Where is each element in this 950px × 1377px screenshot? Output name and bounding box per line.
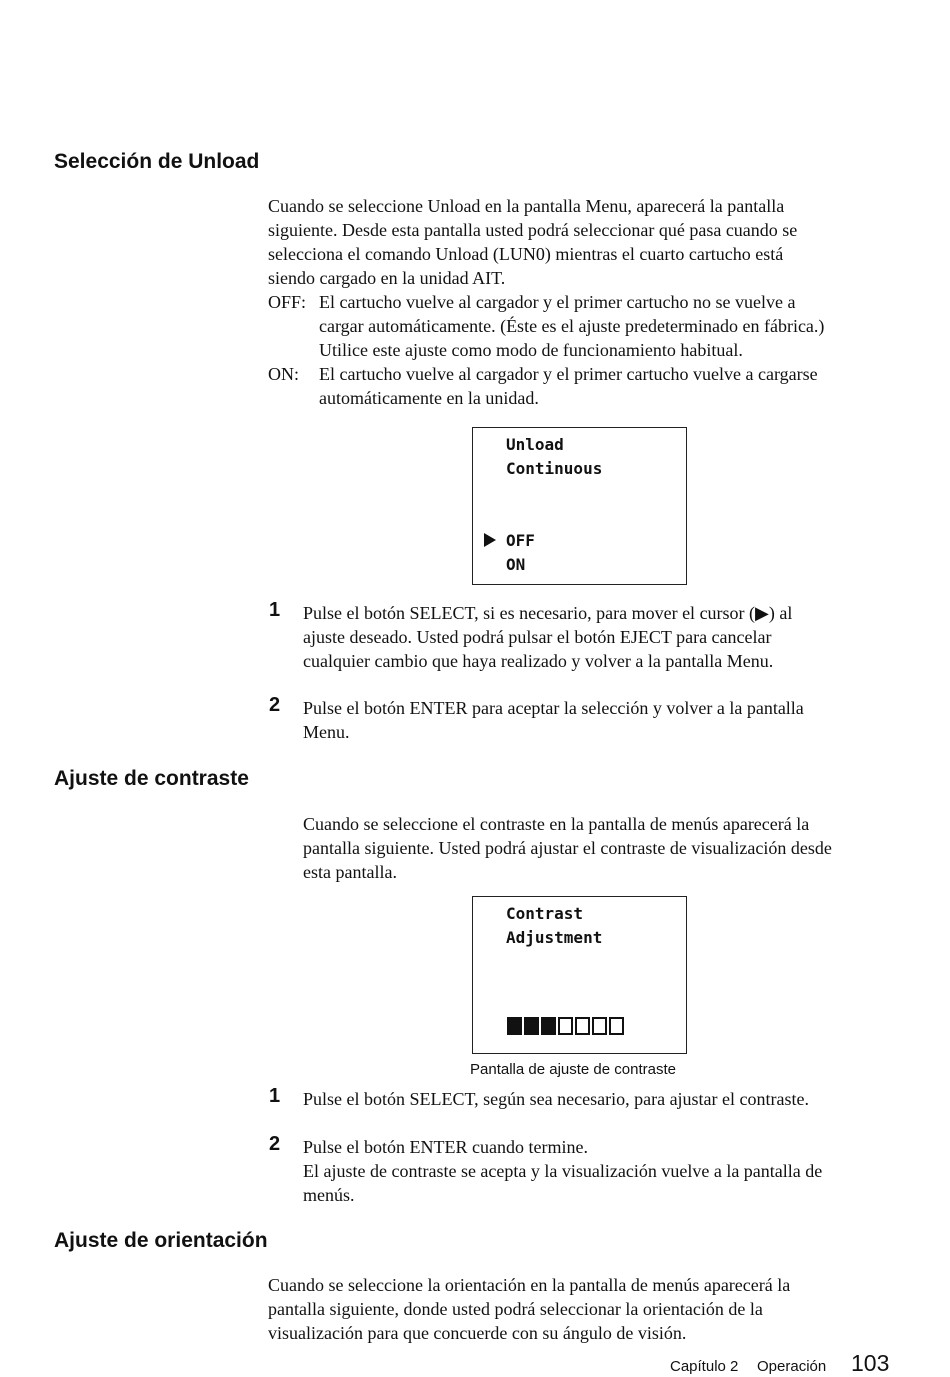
text-line: selecciona el comando Unload (LUN0) mientras el cuarto cartucho está [268,244,784,264]
text-line: Pulse el botón SELECT, según sea necesario, para ajustar el contraste. [303,1089,810,1109]
screen-title-line: Continuous [506,459,603,478]
section-heading-unload: Selección de Unload [54,150,260,173]
contrast-segment-empty [558,1017,573,1035]
screen-title-line: Contrast [506,904,584,923]
text-line: esta pantalla. [303,862,397,882]
contrast-segment-filled [507,1017,522,1035]
text-line: ajuste deseado. Usted podrá pulsar el botón EJECT para cancelar [303,627,772,647]
text-line: pantalla siguiente, donde usted podrá seleccionar la orientación de la [268,1299,763,1319]
step-text [303,1087,809,1111]
text-line: siguiente. Desde esta pantalla usted podrá seleccionar qué pasa cuando se [268,220,798,240]
contrast-segment-filled [524,1017,539,1035]
contrast-screen-display [472,896,687,1054]
contrast-segment-empty [575,1017,590,1035]
text-line: Pulse el botón ENTER cuando termine. [303,1137,588,1157]
text-line: visualización para que concuerde con su ángulo de visión. [268,1323,687,1343]
text-line: Menu. [303,722,350,742]
on-term: ON: [268,364,299,384]
text-line: cualquier cambio que haya realizado y volver a la pantalla Menu. [303,651,774,671]
off-term: OFF: [268,292,307,312]
step-number: 2 [269,694,281,716]
text-line: siendo cargado en la unidad AIT. [268,268,506,288]
step-number: 1 [269,1085,281,1107]
section-heading-orientation: Ajuste de orientación [54,1229,268,1252]
figure-caption: Pantalla de ajuste de contraste [470,1061,676,1078]
screen-option-off: OFF [506,531,535,550]
text-line: pantalla siguiente. Usted podrá ajustar el contraste de visualización desde [303,838,832,858]
unload-intro-paragraph [268,194,797,290]
text-line: El cartucho vuelve al cargador y el primer cartucho no se vuelve a [319,292,796,312]
contrast-segment-empty [592,1017,607,1035]
text-line: Pulse el botón SELECT, si es necesario, para mover el cursor (▶) al [303,603,793,623]
text-line: automáticamente en la unidad. [319,388,539,408]
on-description [319,362,818,410]
step-text [303,696,804,744]
cursor-triangle-icon [484,533,496,547]
text-line: cargar automáticamente. (Éste es el ajuste predeterminado en fábrica.) [319,316,825,336]
screen-option-on: ON [506,555,526,574]
contrast-intro-paragraph [303,812,832,884]
step-text [303,601,792,673]
text-line: Pulse el botón ENTER para aceptar la selección y volver a la pantalla [303,698,804,718]
text-line: menús. [303,1185,355,1205]
screen-title-line: Unload [506,435,564,454]
text-line: El ajuste de contraste se acepta y la visualización vuelve a la pantalla de [303,1161,823,1181]
screen-title-line: Adjustment [506,928,603,947]
step-number: 2 [269,1133,281,1155]
unload-screen-display [472,427,687,585]
text-line: Cuando se seleccione la orientación en la pantalla de menús aparecerá la [268,1275,791,1295]
text-line: Cuando se seleccione el contraste en la pantalla de menús aparecerá la [303,814,810,834]
step-number: 1 [269,599,281,621]
contrast-segment-filled [541,1017,556,1035]
text-line: El cartucho vuelve al cargador y el primer cartucho vuelve a cargarse [319,364,818,384]
footer-section: Operación [757,1358,827,1375]
orientation-intro-paragraph [268,1273,790,1345]
contrast-level-bar [507,1017,624,1035]
text-line: Utilice este ajuste como modo de funcionamiento habitual. [319,340,743,360]
page-number: 103 [851,1350,890,1376]
off-description [319,290,824,362]
step-text [303,1135,822,1207]
contrast-segment-empty [609,1017,624,1035]
footer-chapter: Capítulo 2 [670,1358,739,1375]
text-line: Cuando se seleccione Unload en la pantalla Menu, aparecerá la pantalla [268,196,785,216]
section-heading-contrast: Ajuste de contraste [54,767,249,790]
